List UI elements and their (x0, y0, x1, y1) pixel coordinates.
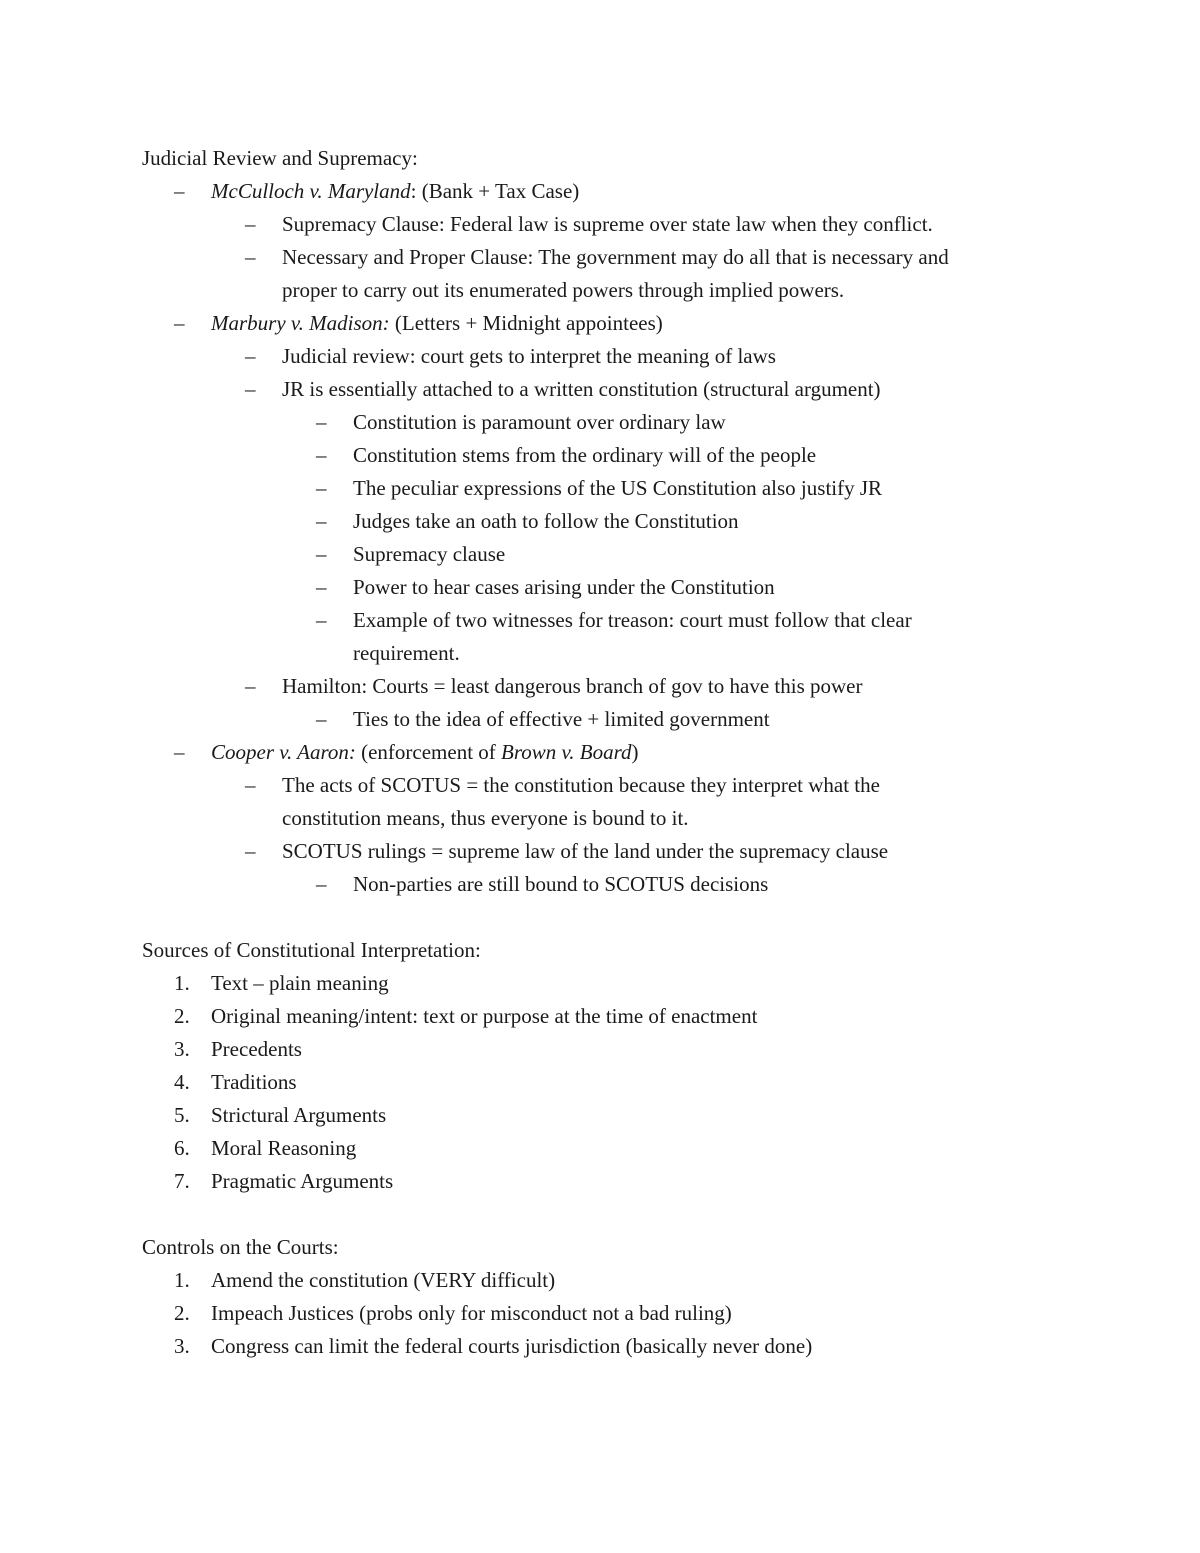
list-item: Congress can limit the federal courts jurisdiction (basically never done) (211, 1334, 813, 1358)
bullet-dash: – (245, 674, 256, 698)
list-item: Supremacy Clause: Federal law is supreme over state law when they conflict. (282, 212, 933, 236)
list-item-continuation: constitution means, thus everyone is bound to it. (282, 806, 689, 830)
list-number: 6. (174, 1136, 190, 1160)
section-heading-controls: Controls on the Courts: (142, 1235, 339, 1259)
list-item: JR is essentially attached to a written constitution (structural argument) (282, 377, 881, 401)
case-name: Cooper v. Aaron: (211, 740, 356, 764)
list-item: Moral Reasoning (211, 1136, 357, 1160)
list-item: Necessary and Proper Clause: The government may do all that is necessary and (282, 245, 949, 269)
case-mcculloch (211, 175, 579, 208)
bullet-dash: – (245, 344, 256, 368)
bullet-dash: – (174, 740, 185, 764)
bullet-dash: – (316, 872, 327, 896)
list-item: Amend the constitution (VERY difficult) (211, 1268, 556, 1292)
bullet-dash: – (245, 212, 256, 236)
list-item: Constitution is paramount over ordinary law (353, 410, 726, 434)
case-marbury (211, 307, 663, 340)
list-item: Impeach Justices (probs only for misconduct not a bad ruling) (211, 1301, 732, 1325)
list-item: Ties to the idea of effective + limited government (353, 707, 770, 731)
bullet-dash: – (245, 245, 256, 269)
list-item: The peculiar expressions of the US Constitution also justify JR (353, 476, 883, 500)
case-name: Marbury v. Madison: (211, 311, 390, 335)
list-item-continuation: requirement. (353, 641, 460, 665)
list-item: Judicial review: court gets to interpret the meaning of laws (282, 344, 776, 368)
list-item: Precedents (211, 1037, 302, 1061)
bullet-dash: – (316, 476, 327, 500)
list-item: Text – plain meaning (211, 971, 389, 995)
bullet-dash: – (316, 410, 327, 434)
list-number: 2. (174, 1301, 190, 1325)
case-cooper (211, 736, 639, 769)
list-item: Hamilton: Courts = least dangerous branch of gov to have this power (282, 674, 863, 698)
bullet-dash: – (174, 311, 185, 335)
case-note: (Letters + Midnight appointees) (389, 311, 663, 335)
list-number: 4. (174, 1070, 190, 1094)
list-item-continuation: proper to carry out its enumerated powers through implied powers. (282, 278, 845, 302)
list-number: 2. (174, 1004, 190, 1028)
list-item: Example of two witnesses for treason: court must follow that clear (353, 608, 912, 632)
case-reference: Brown v. Board (501, 740, 632, 764)
case-note-close: ) (631, 740, 639, 764)
bullet-dash: – (316, 443, 327, 467)
list-number: 7. (174, 1169, 190, 1193)
bullet-dash: – (174, 179, 185, 203)
list-item: Non-parties are still bound to SCOTUS decisions (353, 872, 769, 896)
bullet-dash: – (316, 608, 327, 632)
bullet-dash: – (245, 773, 256, 797)
bullet-dash: – (316, 509, 327, 533)
list-item: Original meaning/intent: text or purpose at the time of enactment (211, 1004, 758, 1028)
bullet-dash: – (316, 707, 327, 731)
bullet-dash: – (245, 377, 256, 401)
bullet-dash: – (316, 542, 327, 566)
bullet-dash: – (245, 839, 256, 863)
list-number: 1. (174, 1268, 190, 1292)
list-item: Traditions (211, 1070, 297, 1094)
list-number: 3. (174, 1334, 190, 1358)
list-item: The acts of SCOTUS = the constitution because they interpret what the (282, 773, 880, 797)
section-heading-sources: Sources of Constitutional Interpretation: (142, 938, 481, 962)
list-item: Judges take an oath to follow the Constitution (353, 509, 739, 533)
list-item: Supremacy clause (353, 542, 506, 566)
list-number: 3. (174, 1037, 190, 1061)
case-name: McCulloch v. Maryland (211, 179, 411, 203)
list-item: Pragmatic Arguments (211, 1169, 394, 1193)
list-item: Constitution stems from the ordinary will of the people (353, 443, 817, 467)
list-number: 5. (174, 1103, 190, 1127)
list-item: SCOTUS rulings = supreme law of the land under the supremacy clause (282, 839, 889, 863)
list-item: Strictural Arguments (211, 1103, 387, 1127)
list-item: Power to hear cases arising under the Constitution (353, 575, 775, 599)
case-note: : (Bank + Tax Case) (410, 179, 580, 203)
bullet-dash: – (316, 575, 327, 599)
section-heading-judicial-review: Judicial Review and Supremacy: (142, 146, 418, 170)
case-note: (enforcement of (355, 740, 502, 764)
list-number: 1. (174, 971, 190, 995)
